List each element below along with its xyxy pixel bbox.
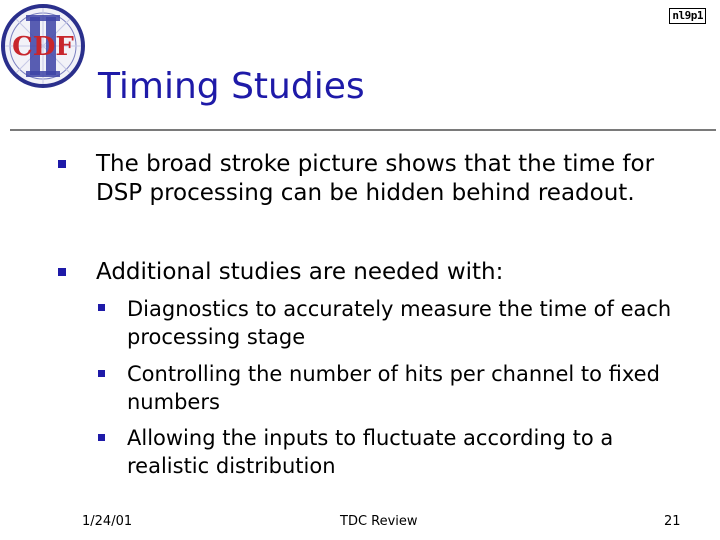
slide-title: Timing Studies <box>98 66 365 107</box>
sub-bullet-marker <box>98 434 105 441</box>
footer-title: TDC Review <box>340 514 418 529</box>
bullet-marker <box>58 268 66 276</box>
title-divider <box>10 129 716 131</box>
cdf-logo <box>0 3 86 89</box>
footer-date: 1/24/01 <box>82 514 133 529</box>
sub-bullet-text: Diagnostics to accurately measure the time of each processing stage <box>127 297 672 349</box>
sub-bullet-text: Allowing the inputs to fluctuate according to a realistic distribution <box>127 426 614 478</box>
corner-tag: nl9p1 <box>669 8 706 24</box>
logo-text: CDF <box>12 32 74 62</box>
sub-bullet-marker <box>98 304 105 311</box>
bullet-text: The broad stroke picture shows that the time for DSP processing can be hidden behind readout. <box>96 151 655 206</box>
bullet-marker <box>58 160 66 168</box>
sub-bullet-marker <box>98 370 105 377</box>
bullet-text: Additional studies are needed with: <box>96 259 504 285</box>
sub-bullet-text: Controlling the number of hits per channel to fixed numbers <box>127 362 660 414</box>
page-number: 21 <box>664 514 681 529</box>
